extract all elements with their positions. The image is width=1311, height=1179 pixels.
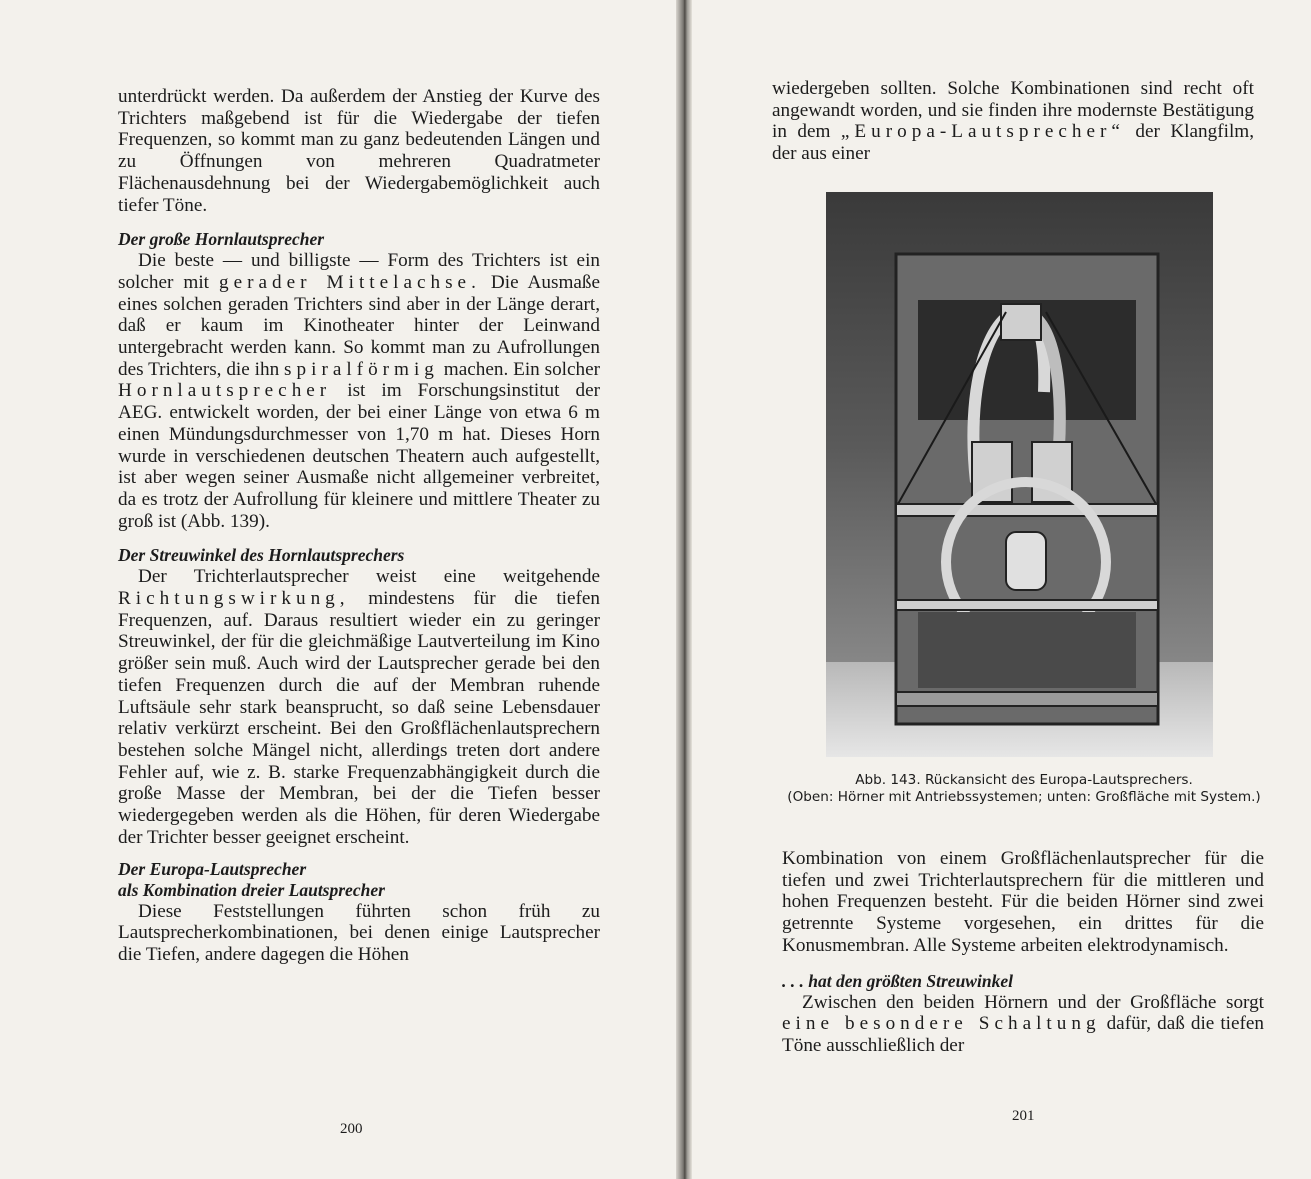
right-page-text-top [772, 78, 1254, 165]
left-paragraph-2: Die beste — und billigste — Form des Trichters ist ein solcher mit gerader Mittelachse. Die Ausmaße eines solchen geraden Trichters sind aber in der Länge derart, daß er kaum im Kinotheater hinter der Leinwand untergebracht werden kann. So kommt man zu Aufrollungen des Trichters, die ihn spiralförmig machen. Ein solcher Hornlautsprecher ist im Forschungsinstitut der AEG. entwickelt worden, der bei einer Länge von etwa 6 m einen Mündungsdurchmesser von 1,70 m hat. Dieses Horn wurde in verschiedenen deutschen Theatern auch aufgestellt, ist aber wegen seiner Ausmaße nicht allgemeiner verbreitet, da es trotz der Aufrollung für kleinere und mittlere Theater zu groß ist (Abb. 139). [118, 250, 601, 532]
left-heading-grosse-hornlautsprecher: Der große Hornlautsprecher [118, 229, 325, 250]
right-paragraph-3: Zwischen den beiden Hörnern und der Großfläche sorgt eine besondere Schaltung dafür, daß die tiefen Töne ausschließlich der [782, 991, 1264, 1056]
europa-lautsprecher-photo [826, 192, 1213, 757]
page-number-left: 200 [340, 1121, 363, 1137]
left-heading-europa-2: als Kombination dreier Lautsprecher [118, 879, 385, 900]
left-paragraph-3: Der Trichterlautsprecher weist eine weitgehende Richtungswirkung, mindestens für die tiefen Frequenzen, auf. Daraus resultiert wieder ein zu geringer Streuwinkel, der für die gleichmäßige Lautverteilung im Kino größer sein muß. Auch wird der Lautsprecher gerade bei den tiefen Frequenzen durch die auf der Membran ruhende Luftsäule sehr stark beansprucht, so daß seine Lebensdauer relativ verkürzt erscheint. Bei den Großflächenlautsprechern bestehen solche Mängel nicht, allerdings treten dort andere Fehler auf, wie z. B. starke Frequenzabhängigkeit durch die große Masse der Membran, bei der die Tiefen besser wiedergegeben werden als die Höhen, für deren Wiedergabe der Trichter besser geeignet erscheint. [118, 566, 601, 848]
left-heading-streuwinkel: Der Streuwinkel des Hornlautsprechers [118, 545, 405, 566]
right-paragraph-2: Kombination von einem Großflächenlautsprecher für die tiefen und zwei Trichterlautsprechern für die mittleren und hohen Frequenzen besteht. Für die beiden Hörner sind zwei getrennte Systeme vorgesehen, ein drittes für die Konusmembran. Alle Systeme arbeiten elektrodynamisch. [782, 848, 1264, 956]
figure-caption [786, 772, 1262, 806]
left-paragraph-4: Diese Feststellungen führten schon früh zu Lautsprecherkombinationen, bei denen einige Lautsprecher die Tiefen, andere dagegen die Höhen [118, 900, 600, 965]
caption-line-2: (Oben: Hörner mit Antriebssystemen; unten: Großfläche mit System.) [787, 789, 1261, 805]
book-gutter [676, 0, 692, 1179]
caption-line-1: Abb. 143. Rückansicht des Europa-Lautsprechers. [855, 772, 1193, 788]
right-page-text-bottom [782, 848, 1264, 1057]
page-number-right: 201 [1012, 1108, 1035, 1124]
right-paragraph-1: wiedergeben sollten. Solche Kombinationen sind recht oft angewandt worden, und sie finden ihre modernste Bestätigung in dem „Europa-Lautsprecher“ der Klangfilm, der aus einer [772, 78, 1254, 165]
left-heading-europa-1: Der Europa-Lautsprecher [118, 858, 307, 879]
right-heading-streuwinkel: . . . hat den größten Streuwinkel [782, 970, 1013, 991]
left-paragraph-1: unterdrückt werden. Da außerdem der Anstieg der Kurve des Trichters maßgebend ist für die Wiedergabe der tiefen Frequenzen, so kommt man zu ganz bedeutenden Längen und zu Öffnungen von mehreren Quadratmeter Flächenausdehnung bei der Wiedergabemöglichkeit auch tiefer Töne. [118, 86, 601, 216]
speaker-rear-view-illustration [826, 192, 1213, 757]
left-page-text [118, 86, 600, 966]
